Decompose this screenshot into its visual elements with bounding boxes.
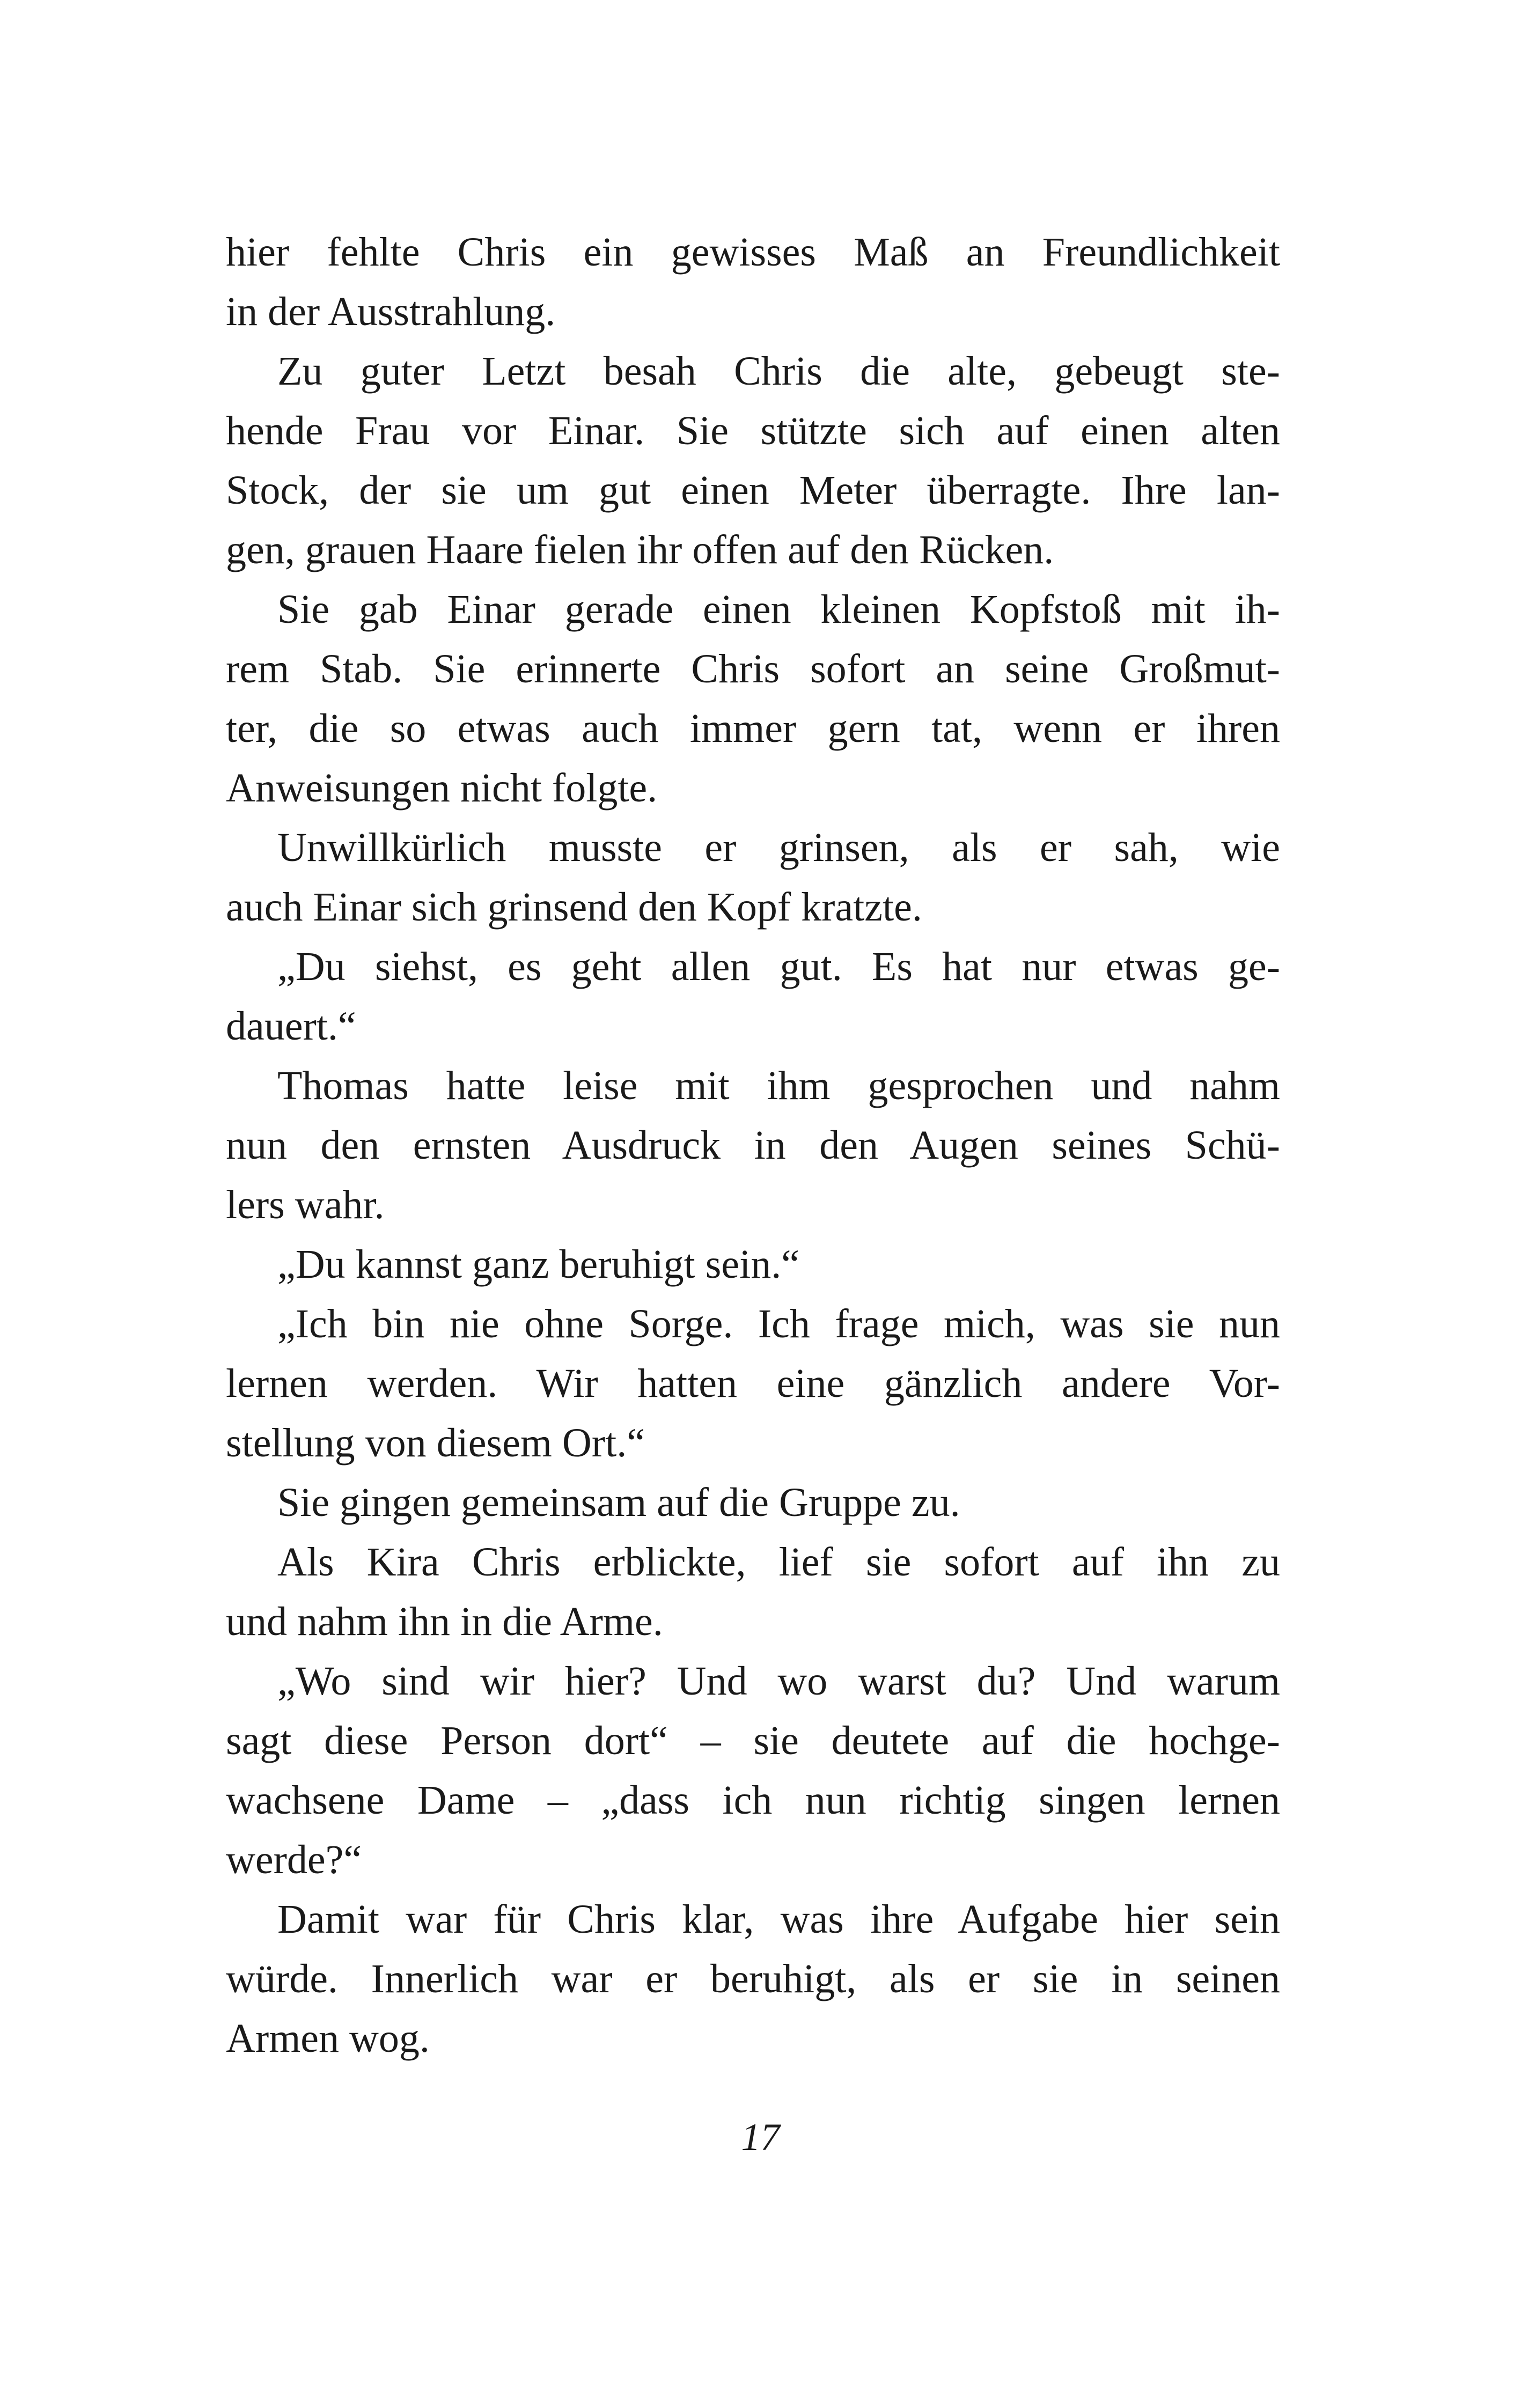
text-line: Sie gab Einar gerade einen kleinen Kopfstoß mit ih- xyxy=(277,587,1280,632)
text-line: ter, die so etwas auch immer gern tat, wenn er ihren xyxy=(226,706,1280,751)
text-line: Als Kira Chris erblickte, lief sie sofort auf ihn zu xyxy=(277,1540,1280,1585)
text-line: nun den ernsten Ausdruck in den Augen seines Schü- xyxy=(226,1123,1280,1168)
text-line: „Du kannst ganz beruhigt sein.“ xyxy=(277,1242,799,1287)
text-line: hier fehlte Chris ein gewisses Maß an Freundlichkeit xyxy=(226,230,1280,275)
text-line: und nahm ihn in die Arme. xyxy=(226,1599,663,1644)
body-text xyxy=(226,223,1280,2068)
text-line: lers wahr. xyxy=(226,1182,385,1227)
text-line: Unwillkürlich musste er grinsen, als er sah, wie xyxy=(277,825,1280,870)
text-line: „Wo sind wir hier? Und wo warst du? Und warum xyxy=(277,1659,1280,1704)
text-line: gen, grauen Haare fielen ihr offen auf den Rücken. xyxy=(226,527,1054,572)
text-line: werde?“ xyxy=(226,1837,362,1882)
text-line: rem Stab. Sie erinnerte Chris sofort an seine Großmut- xyxy=(226,646,1280,691)
text-line: lernen werden. Wir hatten eine gänzlich andere Vor- xyxy=(226,1361,1280,1406)
text-line: stellung von diesem Ort.“ xyxy=(226,1420,645,1466)
page-number: 17 xyxy=(741,2116,780,2159)
text-line: Stock, der sie um gut einen Meter überragte. Ihre lan- xyxy=(226,468,1280,513)
text-line: in der Ausstrahlung. xyxy=(226,289,556,334)
text-line: auch Einar sich grinsend den Kopf kratzte. xyxy=(226,885,922,930)
text-line: Anweisungen nicht folgte. xyxy=(226,765,658,811)
text-line: „Ich bin nie ohne Sorge. Ich frage mich, was sie nun xyxy=(277,1301,1280,1346)
text-line: sagt diese Person dort“ – sie deutete auf die hochge- xyxy=(226,1718,1280,1763)
text-line: dauert.“ xyxy=(226,1004,356,1049)
text-line: „Du siehst, es geht allen gut. Es hat nur etwas ge- xyxy=(277,944,1280,989)
text-line: würde. Innerlich war er beruhigt, als er sie in seinen xyxy=(226,1956,1280,2001)
text-line: Zu guter Letzt besah Chris die alte, gebeugt ste- xyxy=(277,349,1280,394)
text-line: Armen wog. xyxy=(226,2016,430,2061)
text-line: Thomas hatte leise mit ihm gesprochen und nahm xyxy=(277,1063,1280,1108)
text-line: hende Frau vor Einar. Sie stützte sich auf einen alten xyxy=(226,408,1280,453)
text-line: Damit war für Chris klar, was ihre Aufgabe hier sein xyxy=(277,1897,1280,1942)
text-line: wachsene Dame – „dass ich nun richtig singen lernen xyxy=(226,1778,1280,1823)
text-line: Sie gingen gemeinsam auf die Gruppe zu. xyxy=(277,1480,960,1525)
